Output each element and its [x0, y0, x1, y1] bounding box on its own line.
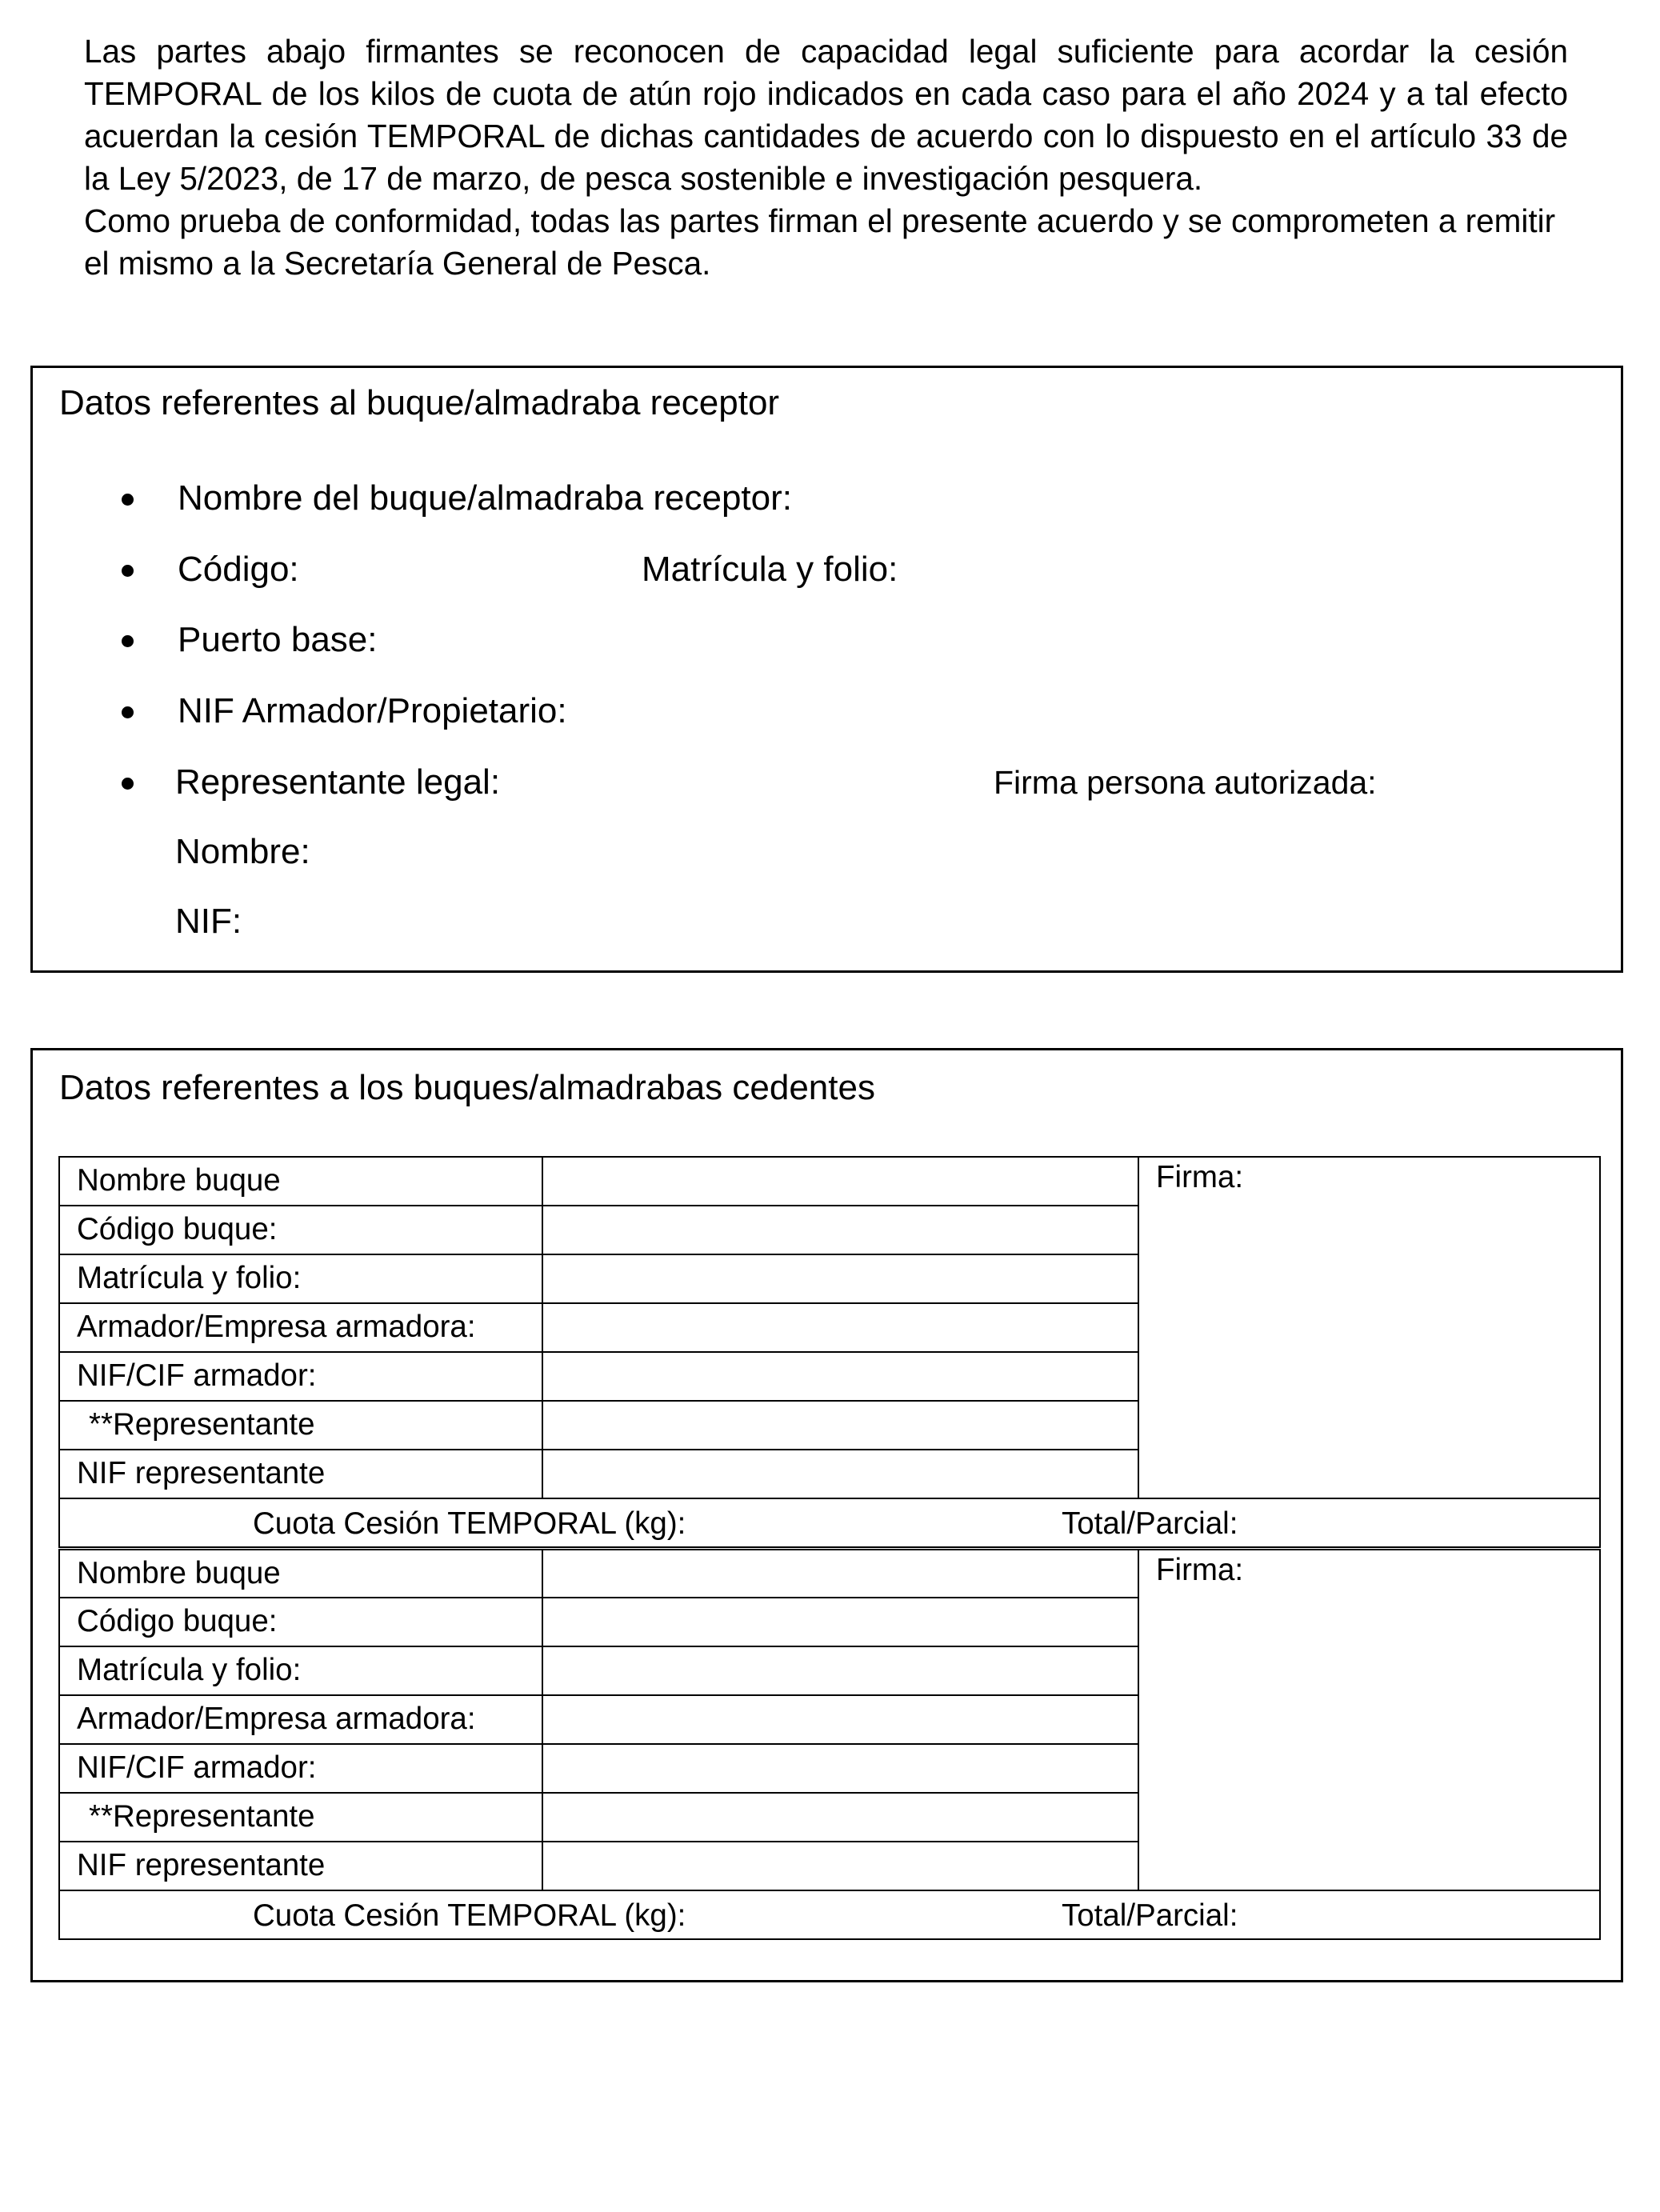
value-cell[interactable] — [542, 1744, 1138, 1793]
cedente-table — [58, 1156, 1601, 1548]
bullet-icon — [122, 635, 134, 647]
receptor-section — [30, 366, 1623, 973]
value-cell[interactable] — [542, 1401, 1138, 1450]
value-cell[interactable] — [542, 1352, 1138, 1401]
cuota-label: Cuota Cesión TEMPORAL (kg): — [253, 1506, 686, 1541]
intro-paragraph-2: Como prueba de conformidad, todas las partes firman el presente acuerdo y se comprometen a remitir el mismo a la Secretaría General de Pesca. — [84, 202, 1556, 282]
value-cell[interactable] — [542, 1450, 1138, 1498]
bullet-icon — [122, 778, 134, 790]
table-row — [59, 1549, 1600, 1598]
row-label: Nombre buque — [59, 1549, 542, 1598]
value-cell[interactable] — [542, 1793, 1138, 1842]
row-label: NIF representante — [59, 1842, 542, 1890]
table-row — [59, 1157, 1600, 1206]
firma-label: Firma: — [1156, 1160, 1244, 1194]
row-label: Armador/Empresa armadora: — [59, 1695, 542, 1744]
value-cell[interactable] — [542, 1646, 1138, 1695]
bullet-icon — [122, 706, 134, 718]
value-cell[interactable] — [542, 1695, 1138, 1744]
row-label-text: **Representante — [89, 1407, 315, 1442]
total-label: Total/Parcial: — [1062, 1506, 1238, 1541]
receptor-title: Datos referentes al buque/almadraba receptor — [59, 383, 780, 422]
receptor-puerto-label: Puerto base: — [178, 620, 378, 659]
value-cell[interactable] — [542, 1598, 1138, 1646]
value-cell[interactable] — [542, 1157, 1138, 1206]
intro-paragraph-1: Las partes abajo firmantes se reconocen de capacidad legal suficiente para acordar la cesión TEMPORAL de los kilos de cuota de atún rojo indicados en cada caso para el año 2024 y a tal efecto acuerdan la cesión TEMPORAL de dichas cantidades de acuerdo con lo dispuesto en el artículo 33 de la Ley 5/2023, de 17 de marzo, de pesca sostenible e investigación pesquera. — [84, 33, 1568, 197]
cuota-row — [59, 1890, 1600, 1939]
row-label: Matrícula y folio: — [59, 1646, 542, 1695]
cuota-cell[interactable] — [59, 1498, 1600, 1547]
firma-label: Firma: — [1156, 1553, 1244, 1587]
receptor-firma-label: Firma persona autorizada: — [994, 764, 1377, 801]
receptor-rep-nombre-label: Nombre: — [175, 832, 310, 871]
row-label: NIF representante — [59, 1450, 542, 1498]
cedentes-section — [30, 1048, 1623, 1982]
value-cell[interactable] — [542, 1549, 1138, 1598]
bullet-icon — [122, 565, 134, 577]
receptor-nif-armador-label: NIF Armador/Propietario: — [178, 691, 567, 730]
row-label: NIF/CIF armador: — [59, 1352, 542, 1401]
cuota-cell[interactable] — [59, 1890, 1600, 1939]
receptor-rep-nif-label: NIF: — [175, 902, 242, 941]
row-label — [59, 1401, 542, 1450]
total-label: Total/Parcial: — [1062, 1898, 1238, 1933]
receptor-nombre-label: Nombre del buque/almadraba receptor: — [178, 478, 793, 518]
row-label: Armador/Empresa armadora: — [59, 1303, 542, 1352]
cuota-label: Cuota Cesión TEMPORAL (kg): — [253, 1898, 686, 1933]
firma-cell[interactable] — [1138, 1549, 1600, 1890]
value-cell[interactable] — [542, 1206, 1138, 1254]
receptor-matricula-label: Matrícula y folio: — [642, 550, 898, 589]
row-label: NIF/CIF armador: — [59, 1744, 542, 1793]
receptor-representante-label: Representante legal: — [175, 762, 501, 802]
cuota-row — [59, 1498, 1600, 1547]
row-label-text: **Representante — [89, 1798, 315, 1834]
row-label: Matrícula y folio: — [59, 1254, 542, 1303]
row-label: Código buque: — [59, 1598, 542, 1646]
bullet-icon — [122, 494, 134, 506]
intro-text — [84, 30, 1568, 285]
value-cell[interactable] — [542, 1303, 1138, 1352]
firma-cell[interactable] — [1138, 1157, 1600, 1498]
row-label — [59, 1793, 542, 1842]
cedente-table — [58, 1546, 1601, 1940]
value-cell[interactable] — [542, 1842, 1138, 1890]
value-cell[interactable] — [542, 1254, 1138, 1303]
cedentes-title: Datos referentes a los buques/almadrabas cedentes — [59, 1068, 875, 1107]
row-label: Código buque: — [59, 1206, 542, 1254]
receptor-codigo-label: Código: — [178, 550, 299, 589]
row-label: Nombre buque — [59, 1157, 542, 1206]
